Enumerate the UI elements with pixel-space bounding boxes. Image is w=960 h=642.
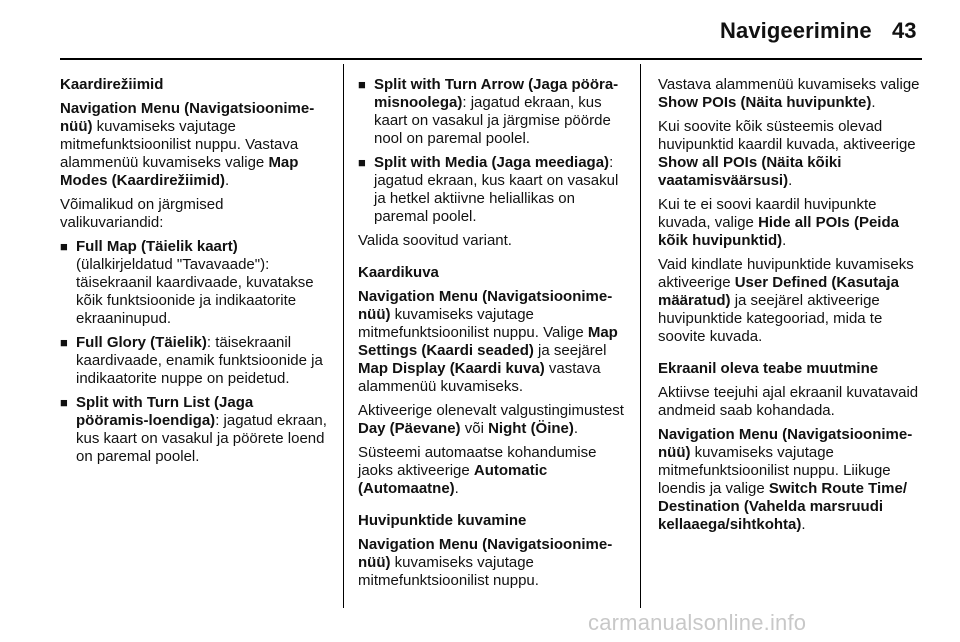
paragraph: Kui te ei soovi kaardil huvipunkte kuvada, valige Hide all POIs (Peida kõik huvipunktid). [658, 196, 899, 249]
paragraph: Kui soovite kõik süsteemis olevad huvipunktid kaardil kuvada, aktiveerige Show all POIs (Näita kõiki vaatamisväärsusi). [658, 118, 916, 189]
section-heading-screen-info: Ekraanil oleva teabe muutmine [658, 360, 879, 377]
bullet-square-icon: ■ [358, 77, 366, 92]
paragraph: Võimalikud on järgmised valikuvariandid: [60, 196, 224, 231]
section-heading-poi-display: Huvipunktide kuvamine [358, 512, 527, 529]
paragraph: Aktiivse teejuhi ajal ekraanil kuvatavaid andmeid saab kohandada. [658, 384, 919, 419]
column-divider-2 [640, 64, 641, 608]
paragraph: Valida soovitud variant. [358, 232, 512, 249]
list-item: ■ Full Glory (Täielik): täisekraanil kaardivaade, enamik funktsioonide ja indikaatorite nuppe on peidetud. [60, 334, 323, 387]
page-title: Navigeerimine [720, 18, 872, 43]
paragraph: Vaid kindlate huvipunktide kuvamiseks aktiveerige User Defined (Kasutaja määratud) ja seejärel aktiveerige huvipunktide kategooriad, mida te soovite kuvada. [658, 256, 914, 345]
section-heading-map-display: Kaardikuva [358, 264, 439, 281]
section-heading-map-modes: Kaardirežiimid [60, 76, 164, 93]
bullet-square-icon: ■ [60, 395, 68, 410]
paragraph: Aktiveerige olenevalt valgustingimustest Day (Päevane) või Night (Öine). [358, 402, 624, 437]
paragraph: Navigation Menu (Navigatsioonime-nüü) kuvamiseks vajutage mitmefunktsioonilist nuppu. Valige Map Settings (Kaardi seaded) ja seejärel Map Display (Kaardi kuva) vastava alammenüü kuvamiseks. [358, 288, 618, 395]
bullet-square-icon: ■ [358, 155, 366, 170]
paragraph: Navigation Menu (Navigatsioonime-nüü) kuvamiseks vajutage mitmefunktsioonilist nuppu. [358, 536, 613, 589]
paragraph: Navigation Menu (Navigatsioonime-nüü) kuvamiseks vajutage mitmefunktsioonilist nuppu. Liikuge loendis ja valige Switch Route Time/ Destination (Vahelda marsruudi kellaaega/sihtkohta). [658, 426, 913, 533]
watermark-text: carmanualsonline.info [588, 610, 807, 635]
list-item: ■ Split with Media (Jaga meediaga): jagatud ekraan, kus kaart on vasakul ja hetkel aktiivne heliallikas on paremal poolel. [358, 154, 619, 225]
bullet-square-icon: ■ [60, 335, 68, 350]
bullet-square-icon: ■ [60, 239, 68, 254]
list-item: ■ Full Map (Täielik kaart) (ülalkirjeldatud "Tavavaade"): täisekraanil kaardivaade, kuvatakse kõik funktsioonide ja indikaatorite ekraaninupud. [60, 238, 314, 327]
paragraph: Vastava alammenüü kuvamiseks valige Show POIs (Näita huvipunkte). [658, 76, 920, 111]
paragraph: Süsteemi automaatse kohandumise jaoks aktiveerige Automatic (Automaatne). [358, 444, 597, 497]
paragraph: Navigation Menu (Navigatsioonime-nüü) kuvamiseks vajutage mitmefunktsioonilist nuppu. Vastava alammenüü kuvamiseks valige Map Modes (Kaardirežiimid). [60, 100, 315, 189]
list-item: ■ Split with Turn Arrow (Jaga pööra-misnoolega): jagatud ekraan, kus kaart on vasakul ja järgmise pöörde nool on paremal poolel. [358, 76, 619, 147]
list-item: ■ Split with Turn List (Jaga pööramis-loendiga): jagatud ekraan, kus kaart on vasakul ja pöörete loend on paremal poolel. [60, 394, 327, 465]
column-divider-1 [343, 64, 344, 608]
header-divider [60, 58, 922, 60]
column-3 [658, 76, 926, 540]
page-number: 43 [892, 18, 917, 43]
column-1 [60, 76, 328, 472]
column-2 [358, 76, 628, 596]
